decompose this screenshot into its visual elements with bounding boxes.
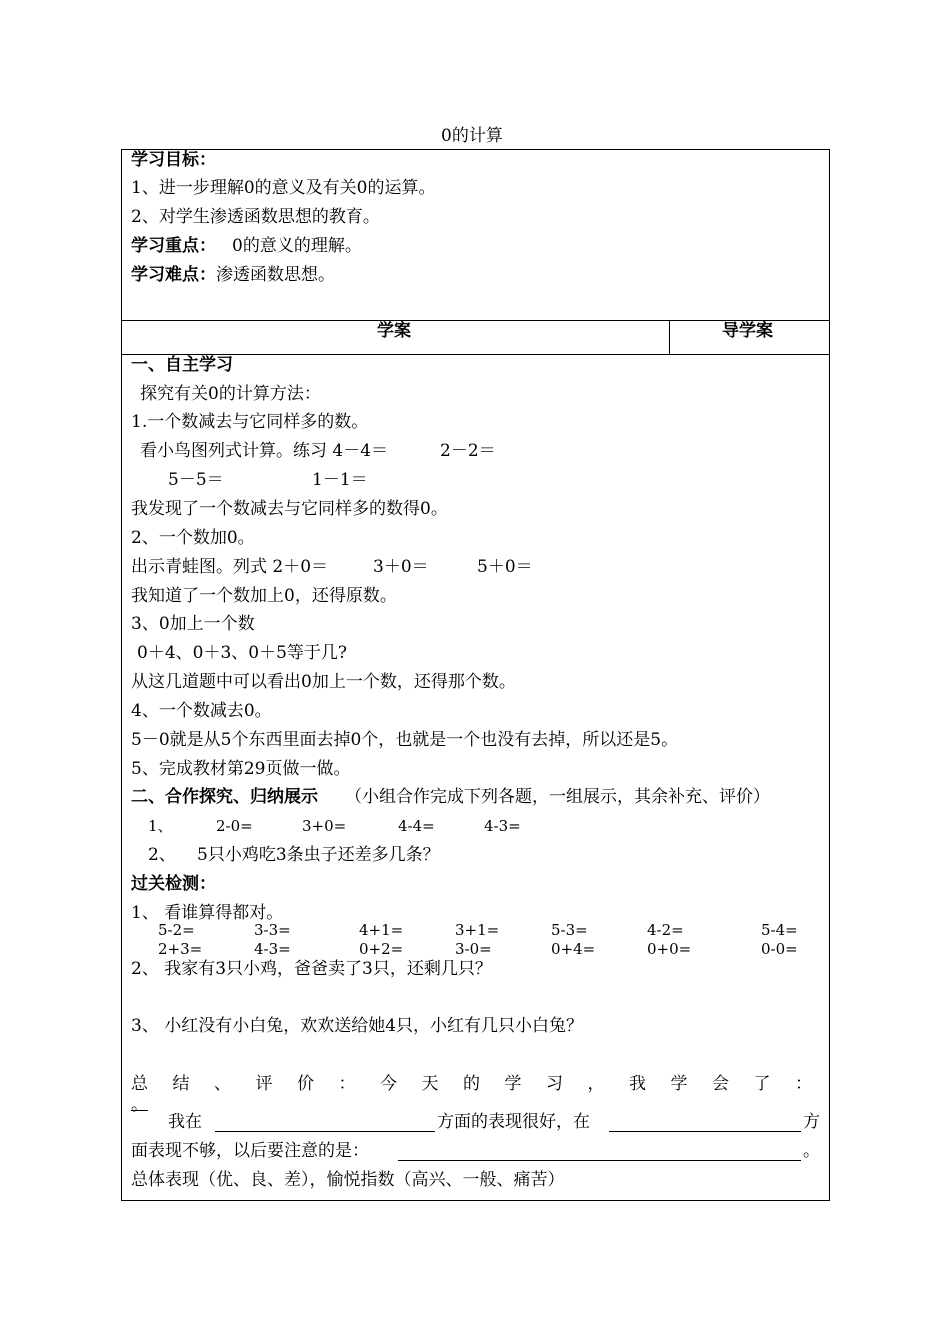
- q1-line-1b: 2－2＝: [440, 441, 496, 461]
- summary-char: ，: [587, 1074, 605, 1094]
- problem-1-item: 2-0=: [216, 817, 253, 835]
- objectives-label: 学习目标：: [131, 150, 216, 170]
- column-header-study-plan: 学案: [377, 321, 411, 341]
- drill-cell: 4-2=: [647, 921, 684, 939]
- summary-char: 会: [712, 1074, 729, 1094]
- drill-cell: 3-0=: [455, 940, 492, 958]
- objective-item-2: 2、对学生渗透函数思想的教育。: [131, 207, 380, 227]
- q1-title: 1.一个数减去与它同样多的数。: [131, 412, 369, 432]
- q2-conclusion: 我知道了一个数加上0，还得原数。: [131, 586, 397, 606]
- check-heading: 过关检测：: [131, 874, 216, 894]
- q2-line-a: 出示青蛙图。列式 2＋0＝: [131, 557, 329, 577]
- summary-char: 总: [131, 1074, 148, 1094]
- summary-char: 了: [753, 1074, 771, 1094]
- summary-heading: [131, 1076, 812, 1093]
- difficulty-label: 学习难点：: [131, 265, 216, 285]
- q3-conclusion: 从这几道题中可以看出0加上一个数，还得那个数。: [131, 672, 516, 692]
- drill-cell: 4+1=: [359, 921, 404, 939]
- summary-dot: 。: [131, 1095, 148, 1115]
- q2-title: 2、一个数加0。: [131, 528, 255, 548]
- fill-in-blank-weaknesses[interactable]: [609, 1131, 801, 1132]
- q1-line-2a: 5－5＝: [168, 470, 224, 490]
- q1-conclusion: 我发现了一个数减去与它同样多的数得0。: [131, 499, 448, 519]
- drill-cell: 3-3=: [254, 921, 291, 939]
- check-q1-label: 1、 看谁算得都对。: [131, 903, 284, 923]
- summary-char: ：: [338, 1074, 356, 1094]
- q4-title: 4、一个数减去0。: [131, 701, 272, 721]
- drill-cell: 3+1=: [455, 921, 500, 939]
- q2-line-b: 3＋0＝: [373, 557, 429, 577]
- drill-cell: 5-3=: [551, 921, 588, 939]
- q1-line-1: 看小鸟图列式计算。练习 4－4＝: [140, 441, 389, 461]
- fill-in-blank-attention[interactable]: [398, 1160, 801, 1161]
- q5-line: 5、完成教材第29页做一做。: [131, 759, 351, 779]
- summary-char: 、: [214, 1074, 231, 1094]
- page-title: 0的计算: [441, 126, 503, 146]
- summary-char: 评: [255, 1074, 273, 1094]
- section-2-note: （小组合作完成下列各题，一组展示，其余补充、评价）: [345, 787, 770, 807]
- key-point-text: 0的意义的理解。: [232, 236, 362, 256]
- column-header-guide-plan: 导学案: [722, 321, 773, 341]
- summary-char: 的: [463, 1074, 480, 1094]
- summary-char: 今: [380, 1074, 397, 1094]
- fill-in-blank-strengths[interactable]: [215, 1131, 435, 1132]
- drill-cell: 5-4=: [761, 921, 798, 939]
- check-q2: 2、 我家有3只小鸡，爸爸卖了3只，还剩几只？: [131, 959, 492, 979]
- summary-line-2b: 方面的表现很好，在: [437, 1112, 590, 1132]
- summary-line-2c: 方: [803, 1112, 820, 1132]
- q3-line: 0＋4、0＋3、0＋5等于几?: [137, 643, 348, 663]
- drill-cell: 5-2=: [158, 921, 195, 939]
- summary-char: 学: [504, 1074, 522, 1094]
- summary-char: ：: [795, 1074, 812, 1094]
- drill-cell: 0+0=: [647, 940, 692, 958]
- summary-line-3a: 面表现不够，以后要注意的是：: [131, 1141, 369, 1161]
- objective-item-1: 1、进一步理解0的意义及有关0的运算。: [131, 178, 436, 198]
- section-1-intro: 探究有关0的计算方法：: [140, 384, 321, 404]
- drill-cell: 0+4=: [551, 940, 596, 958]
- summary-line-2a: 我在: [168, 1112, 202, 1132]
- summary-char: 我: [629, 1074, 646, 1094]
- summary-char: 天: [421, 1074, 439, 1094]
- drill-cell: 4-3=: [254, 940, 291, 958]
- q2-line-c: 5＋0＝: [477, 557, 533, 577]
- problem-1-item: 4-4=: [398, 817, 435, 835]
- summary-char: 价: [297, 1074, 314, 1094]
- drill-cell: 0-0=: [761, 940, 798, 958]
- difficulty-text: 渗透函数思想。: [216, 265, 335, 285]
- problem-1-item: 4-3=: [484, 817, 521, 835]
- summary-char: 学: [670, 1074, 688, 1094]
- summary-line-4: 总体表现（优、良、差），愉悦指数（高兴、一般、痛苦）: [131, 1170, 565, 1190]
- summary-char: 结: [172, 1074, 190, 1094]
- problem-1-label: 1、: [148, 817, 173, 835]
- problem-2-label: 2、: [148, 845, 176, 865]
- summary-line-3-end: 。: [803, 1141, 820, 1161]
- drill-cell: 0+2=: [359, 940, 404, 958]
- key-point-label: 学习重点：: [131, 236, 216, 256]
- summary-dot-underline: [131, 1110, 148, 1111]
- problem-1-item: 3+0=: [302, 817, 347, 835]
- q4-line: 5－0就是从5个东西里面去掉0个，也就是一个也没有去掉，所以还是5。: [131, 730, 679, 750]
- problem-2-text: 5只小鸡吃3条虫子还差多几条？: [197, 845, 440, 865]
- summary-char: 习: [546, 1074, 563, 1094]
- q1-line-2b: 1－1＝: [312, 470, 368, 490]
- check-q3: 3、 小红没有小白兔，欢欢送给她4只，小红有几只小白兔？: [131, 1016, 584, 1036]
- section-2-heading: 二、合作探究、归纳展示: [131, 787, 318, 807]
- drill-cell: 2+3=: [158, 940, 203, 958]
- column-divider: [669, 320, 670, 354]
- q3-title: 3、0加上一个数: [131, 614, 255, 634]
- section-1-heading: 一、自主学习: [131, 355, 233, 375]
